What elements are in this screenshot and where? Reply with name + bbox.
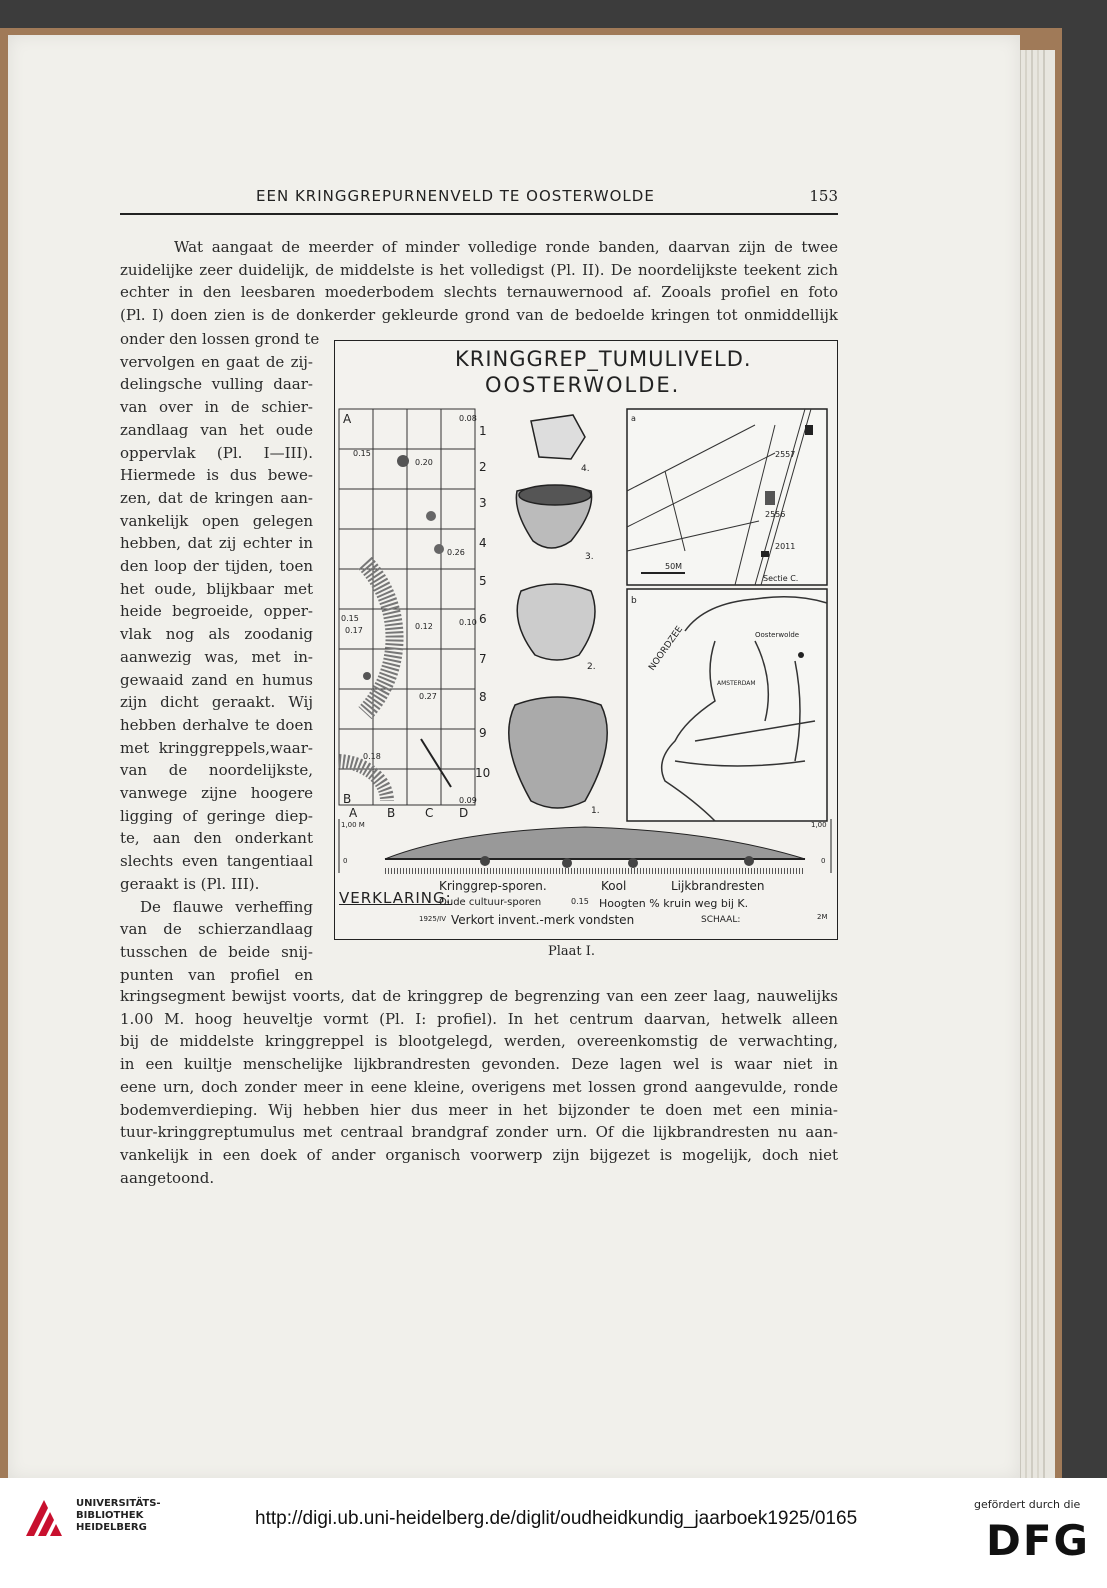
grid-row-number: 6 [479,612,487,626]
grid-row-number: 7 [479,652,487,666]
legend-item: Kool [601,879,627,893]
text-line: te, aan den onderkant [120,829,313,848]
text-line: De flauwe verheffing [140,897,313,916]
map-a-building [765,491,775,505]
excavation-grid [339,409,475,805]
grid-row-number: 10 [475,766,491,780]
legend-marker: 0.15 [571,897,589,906]
text-line: onder den lossen grond te [120,330,320,348]
map-a-building [761,551,769,557]
text-line: echter in den leesbaren moederbodem slechts ternauwernood af. Zooals profiel en foto [120,283,838,302]
university-library-logo-icon [22,1496,66,1540]
text-line: van over in de schier- [120,398,313,417]
plate-figure [334,340,838,940]
profile-scale: 0 [821,857,826,865]
map-a-number: 2557 [775,450,796,459]
sponsor-note: gefördert durch die [974,1498,1081,1511]
profile-scale: 1,00 [811,821,827,829]
grid-col-label: C [425,806,434,820]
legend-item: Oude cultuur-sporen [439,897,542,908]
oosterwolde-marker [798,652,804,658]
text-line: hebben, dat zij echter in [120,534,313,553]
grid-value: 0.15 [341,614,359,623]
urn-number: 4. [581,464,590,474]
grid-value: 0.27 [419,692,437,701]
text-line: aangetoond. [120,1168,215,1187]
text-line: (Pl. I) doen zien is de donkerder gekleurde grond van de bedoelde kringen tot onmiddellijk [120,306,838,325]
text-line: eene urn, doch zonder meer in eene kleine, overigens met lossen grond aangevulde, ronde [120,1077,838,1096]
legend-item: Lijkbrandresten [671,879,765,893]
grid-value: 0.10 [459,618,477,627]
profile-scale: 0 [343,857,348,865]
grid-value: 0.08 [459,414,477,423]
urn-number: 3. [585,552,594,562]
library-name-line: BIBLIOTHEK [76,1510,144,1521]
text-line: in een kuiltje menschelijke lijkbrandresten gevonden. Deze lagen wel is waar niet in [120,1055,838,1074]
plate-caption: Plaat I. [548,944,596,959]
running-title: EEN KRINGGREPURNENVELD TE OOSTERWOLDE [256,187,655,205]
grid-value: 0.26 [447,548,465,557]
urn-4 [531,415,585,459]
text-line: met kringgreppels,waar- [120,738,313,757]
paragraph-left-column [120,328,320,986]
legend-item: SCHAAL: [701,915,741,925]
library-name-line: HEIDELBERG [76,1522,147,1533]
text-line: vanwege zijne hoogere [120,784,313,803]
text-line: zen, dat de kringen aan- [120,488,313,507]
burial-spot [426,511,436,521]
text-line: vankelijk open gelegen [120,511,313,530]
burial-spot [363,672,371,680]
legend-item: Hoogten % kruin weg bij K. [599,897,749,910]
map-b-frame [627,589,827,821]
text-line: geraakt is (Pl. III). [120,874,260,893]
map-a-section: Sectie C. [763,574,799,583]
legend-title: VERKLARING: [339,889,452,907]
library-name-line: UNIVERSITÄTS- [76,1498,161,1509]
grid-row-number: 8 [479,690,487,704]
text-line: hebben derhalve te doen [120,715,313,734]
dfg-logo: DFG [986,1516,1091,1565]
urn-2 [517,584,595,660]
text-line: vankelijk in een doek of ander organisch voorwerp zijn bijgezet is mogelijk, doch niet [120,1145,838,1164]
burial-spot [434,544,444,554]
legend-item: Kringgrep-sporen. [439,879,547,893]
grid-col-label: B [343,792,352,806]
profile-scale: 1,00 M [341,821,365,829]
urn-number: 2. [587,662,596,672]
grid-row-number: 3 [479,496,487,510]
text-line: vervolgen en gaat de zij- [120,352,313,371]
legend-scale-end: 2M [817,913,828,921]
paragraph-bottom [120,985,838,1189]
grid-row-number: 9 [479,726,487,740]
text-line: tuur-kringgreptumulus met centraal brandgraf zonder urn. Of die lijkbrandresten nu aan- [120,1123,838,1142]
text-line: aanwezig was, met in- [120,647,313,666]
running-header [120,187,838,215]
grid-value: 0.17 [345,626,363,635]
text-line: slechts even tangentiaal [120,852,313,871]
plate-title: KRINGGREP_TUMULIVELD. [455,347,752,371]
grid-value: 0.18 [363,752,381,761]
grid-row-number: 4 [479,536,487,550]
text-line: zandlaag van het oude [120,420,313,439]
text-line: zijn dicht geraakt. Wij [120,693,313,712]
map-a-scale: 50M [665,562,683,571]
text-line: kringsegment bewijst voorts, dat de kringgrep de begrenzing van een zeer laag, nauwelijks [120,987,838,1005]
page-number: 153 [809,187,838,205]
grid-value: 0.09 [459,796,477,805]
urn-1 [509,697,607,808]
text-line: ligging of geringe diep- [120,806,313,825]
permalink-url[interactable]: http://digi.ub.uni-heidelberg.de/diglit/oudheidkundig_jaarboek1925/0165 [255,1508,858,1529]
grid-col-label: A [349,806,358,820]
text-line: delingsche vulling daar- [120,375,313,394]
text-line: punten van profiel en [120,965,313,984]
grid-col-label: A [343,412,352,426]
text-line: vlak nog als zoodanig [120,625,313,644]
text-line: het oude, blijkbaar met [120,579,313,598]
legend-item: Verkort invent.-merk vondsten [451,913,635,927]
text-line: oppervlak (Pl. I—III). [120,443,313,462]
library-name [76,1498,161,1534]
map-a-number: 2556 [765,510,786,519]
text-line: zuidelijke zeer duidelijk, de middelste is het volledigst (Pl. II). De noordelijkste teekent zich [120,260,838,279]
profile-mound [385,827,805,859]
map-b-sea: NOORDZEE [647,624,686,673]
plate-legend [339,877,833,935]
grid-row-number: 5 [479,574,487,588]
text-line: tusschen de beide snij- [120,942,313,961]
text-line: heide begroeide, opper- [120,602,313,621]
grid-value: 0.15 [353,449,371,458]
plate-drawing [335,341,837,939]
map-a-number: 2011 [775,542,796,551]
text-line: bij de middelste kringgreppel is blootgelegd, werden, overeenkomstig de verwachting, [120,1032,838,1051]
viewer-footer [0,1478,1107,1588]
plate-subtitle: OOSTERWOLDE. [485,373,681,397]
urn-drawings [509,415,607,808]
text-line: van de noordelijkste, [120,761,313,780]
text-line: Wat aangaat de meerder of minder volledige ronde banden, daarvan zijn de twee [174,238,838,256]
grid-col-label: B [387,806,396,820]
grid-value: 0.20 [415,458,433,467]
map-b-place: Oosterwolde [755,631,800,639]
grid-row-number: 1 [479,424,487,438]
urn-3-rim [519,485,591,505]
map-b-label: b [631,596,637,606]
grid-col-label: D [459,806,469,820]
burial-spot [397,455,409,467]
map-a-label: a [631,414,636,423]
urn-number: 1. [591,806,600,816]
paragraph-top [120,236,838,327]
text-line: 1.00 M. hoog heuveltje vormt (Pl. I: profiel). In het centrum daarvan, hetwelk alleen [120,1009,838,1028]
legend-marker: 1925/IV [419,915,447,923]
profile-section [339,819,831,873]
text-line: van de schierzandlaag [120,920,313,939]
text-line: gewaaid zand en humus [120,670,313,689]
map-a-building [805,425,813,435]
text-line: den loop der tijden, toen [120,557,313,576]
map-b-place: AMSTERDAM [717,680,756,687]
grid-value: 0.12 [415,622,433,631]
text-line: bodemverdieping. Wij hebben hier dus meer in het bijzonder te doen met een minia- [120,1100,838,1119]
grid-row-number: 2 [479,460,487,474]
ring-trench-arc [365,563,395,713]
north-arrow [421,739,451,787]
text-line: Hiermede is dus bewe- [120,466,313,485]
